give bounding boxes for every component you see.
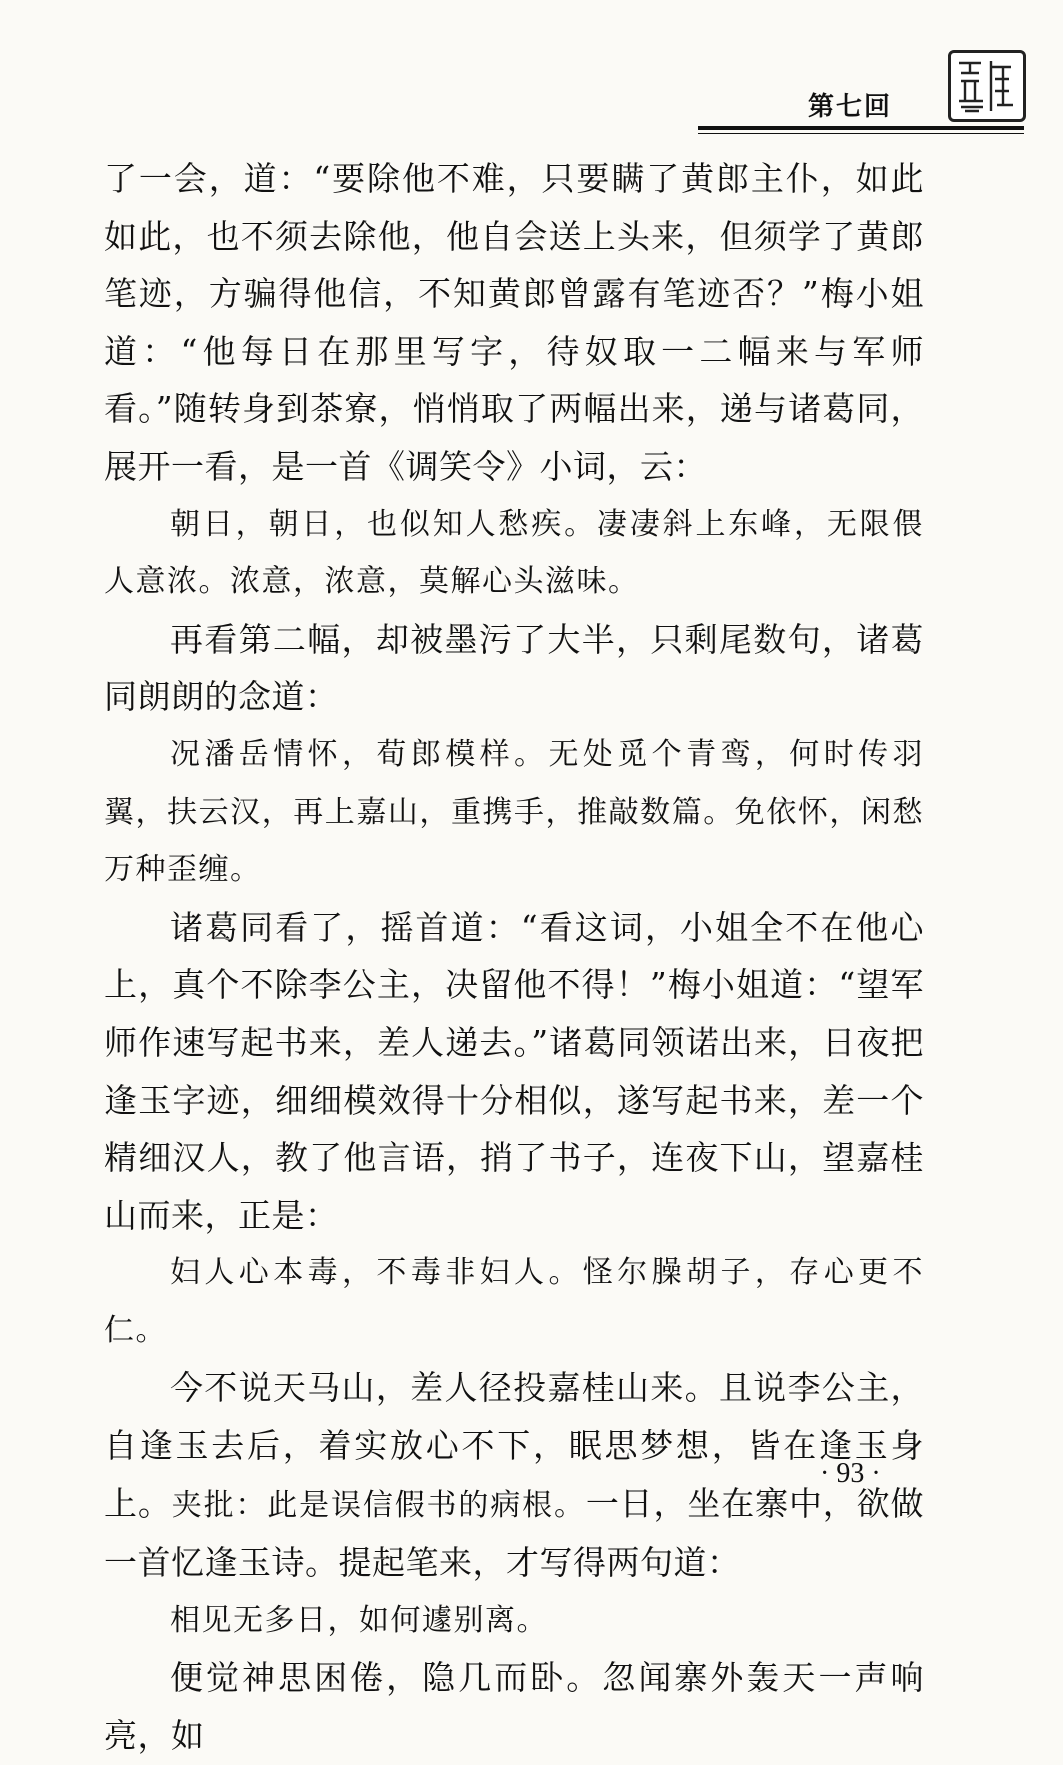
paragraph-princess-li-before: 今不说天马山，差人径投嘉桂山来。且说李公主，自逢玉去后，着实放心不下，眠思梦想，皆在逢玉身上。	[104, 1368, 924, 1523]
seal-icon	[951, 53, 1023, 119]
header-rule-thin	[698, 133, 1024, 134]
header-rule-thick	[698, 126, 1024, 130]
chapter-title: 第七回	[808, 92, 893, 122]
verse-tiaoxiaoling: 朝日，朝日，也似知人愁疾。凄凄斜上东峰，无限偎人意浓。浓意，浓意，莫解心头滋味。	[104, 506, 924, 600]
verse-second-scroll: 况潘岳情怀，荀郎模样。无处觅个青鸾，何时传羽翼，扶云汉，再上嘉山，重携手，推敲数篇。免依怀，闲愁万种歪缠。	[104, 736, 924, 888]
interlinear-annotation: 夹批：此是误信假书的病根。	[171, 1487, 586, 1523]
page-number: · 93 ·	[820, 1458, 881, 1489]
page-header	[0, 0, 1063, 140]
paragraph-princess-li-after: 一日，坐在寨中，欲做一首忆逢玉诗。提起笔来，才写得两句道：	[104, 1483, 925, 1583]
paragraph-zhuge-tong: 诸葛同看了，摇首道：“看这词，小姐全不在他心上，真个不除李公主，决留他不得！”梅小姐道：“望军师作速写起书来，差人递去。”诸葛同领诺出来，日夜把逢玉字迹，细细模效得十分相似，遂写起书来，差一个精细汉人，教了他言语，捎了书子，连夜下山，望嘉桂山而来，正是：	[104, 907, 924, 1235]
seal-logo	[948, 50, 1026, 122]
paragraph-second-scroll: 再看第二幅，却被墨污了大半，只剩尾数句，诸葛同朗朗的念道：	[104, 619, 924, 717]
paragraph-princess-li	[104, 1359, 924, 1591]
verse-couplet: 相见无多日，如何遽别离。	[170, 1602, 548, 1638]
verse-poem: 妇人心本毒，不毒非妇人。怪尔臊胡子，存心更不仁。	[104, 1255, 924, 1348]
paragraph-continuation: 了一会，道：“要除他不难，只要瞒了黄郎主仆，如此如此，也不须去除他，他自会送上头来，但须学了黄郎笔迹，方骗得他信，不知黄郎曾露有笔迹否？”梅小姐道：“他每日在那里写字，待奴取一二幅来与军师看。”随转身到茶寮，悄悄取了两幅出来，递与诸葛同，展开一看，是一首《调笑令》小词，云：	[104, 159, 924, 486]
page-body	[104, 150, 924, 1765]
paragraph-final: 便觉神思困倦，隐几而卧。忽闻寨外轰天一声响亮，如	[104, 1658, 924, 1756]
